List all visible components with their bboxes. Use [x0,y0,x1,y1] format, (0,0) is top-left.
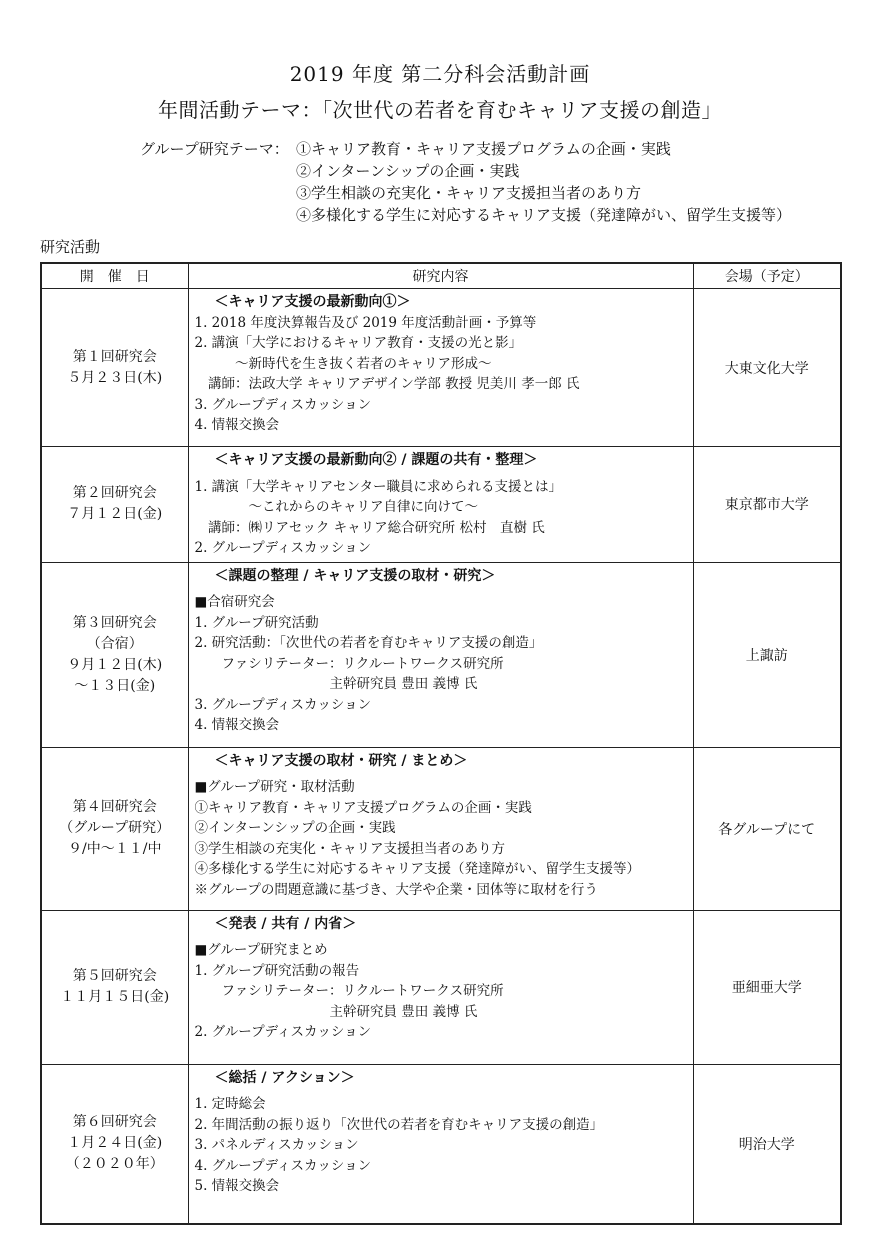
table-row [41,562,841,747]
header-venue: 会場（予定） [693,263,841,289]
content-line: ■グループ研究・取材活動 [194,779,355,795]
meeting-venue: 上諏訪 [693,562,841,747]
content-line: 1. 定時総会 [194,1096,266,1112]
content-heading: ＜キャリア支援の取材・研究 / まとめ＞ [214,752,468,769]
meeting-venue: 明治大学 [693,1064,841,1224]
content-line: 2. グループディスカッション [194,540,372,556]
content-line: 1. グループ研究活動 [194,614,319,631]
annual-theme: 年間活動テーマ：「次世代の若者を育むキャリア支援の創造」 [158,98,722,122]
content-line: 3. グループディスカッション [194,396,372,413]
content-line: 2. 講演「大学におけるキャリア教育・支援の光と影」 [194,335,523,351]
group-theme-item: ①キャリア教育・キャリア支援プログラムの企画・実践 [296,140,671,158]
activity-schedule-table [40,262,842,1225]
meeting-date: 第３回研究会 （合宿） ９月１２日(木) ～１３日(金) [41,562,188,747]
meeting-content [188,562,693,747]
content-line: 主幹研究員 豊田 義博 氏 [194,676,478,692]
content-heading: ＜課題の整理 / キャリア支援の取材・研究＞ [214,567,496,584]
header-content: 研究内容 [188,263,693,289]
table-row [41,747,841,910]
content-line: 4. グループディスカッション [194,1157,372,1174]
content-line: 主幹研究員 豊田 義博 氏 [194,1003,478,1020]
content-line: 講師：法政大学 キャリアデザイン学部 教授 児美川 孝一郎 氏 [194,376,580,392]
meeting-content [188,447,693,563]
meeting-venue: 亜細亜大学 [693,910,841,1064]
content-heading: ＜総括 / アクション＞ [214,1069,355,1086]
content-line: ～新時代を生き抜く若者のキャリア形成～ [194,355,492,372]
content-line: 2. 研究活動：「次世代の若者を育むキャリア支援の創造」 [194,635,543,651]
table-row [41,910,841,1064]
table-row [41,447,841,563]
content-line: ②インターンシップの企画・実践 [194,820,396,836]
meeting-date: 第１回研究会 ５月２３日(木) [41,289,188,447]
group-themes-label: グループ研究テーマ： [140,140,289,158]
content-line: ～これからのキャリア自律に向けて～ [194,499,478,515]
content-heading: ＜キャリア支援の最新動向①＞ [214,294,411,310]
table-header-row [41,263,841,289]
content-line: ■合宿研究会 [194,594,275,610]
content-line: 講師：㈱リアセック キャリア総合研究所 松村 直樹 氏 [194,519,545,536]
content-line: 1. 講演「大学キャリアセンター職員に求められる支援とは」 [194,478,562,495]
content-line: ④多様化する学生に対応するキャリア支援（発達障がい、留学生支援等） [194,861,640,877]
meeting-content [188,289,693,447]
meeting-date: 第４回研究会 （グループ研究） ９/中～１１/中 [41,747,188,910]
section-title: 研究活動 [40,238,101,256]
table-row [41,1064,841,1224]
group-theme-item: ②インターンシップの企画・実践 [296,162,520,180]
content-line: ■グループ研究まとめ [194,942,328,958]
content-line: ①キャリア教育・キャリア支援プログラムの企画・実践 [194,799,532,816]
content-line: 4. 情報交換会 [194,717,280,733]
meeting-venue: 東京都市大学 [693,447,841,563]
meeting-date: 第２回研究会 ７月１２日(金) [41,447,188,563]
meeting-content [188,910,693,1064]
content-line: 2. グループディスカッション [194,1024,372,1040]
content-line: ③学生相談の充実化・キャリア支援担当者のあり方 [194,840,505,857]
group-theme-item: ③学生相談の充実化・キャリア支援担当者のあり方 [296,184,642,202]
content-line: 5. 情報交換会 [194,1178,280,1194]
content-heading: ＜発表 / 共有 / 内省＞ [214,915,357,932]
content-line: 3. グループディスカッション [194,696,372,713]
content-line: ファシリテーター：リクルートワークス研究所 [194,655,504,672]
content-line: 1. 2018 年度決算報告及び 2019 年度活動計画・予算等 [194,314,537,331]
group-theme-item: ④多様化する学生に対応するキャリア支援（発達障がい、留学生支援等） [296,206,792,224]
meeting-date: 第５回研究会 １１月１５日(金) [41,910,188,1064]
group-research-themes [140,138,791,226]
meeting-venue: 各グループにて [693,747,841,910]
table-row [41,289,841,447]
meeting-date: 第６回研究会 １月２４日(金) （２０２０年） [41,1064,188,1224]
content-line: 4. 情報交換会 [194,417,280,433]
content-heading: ＜キャリア支援の最新動向② / 課題の共有・整理＞ [214,452,538,468]
header-date: 開 催 日 [41,263,188,289]
meeting-content [188,1064,693,1224]
content-line: ※グループの問題意識に基づき、大学や企業・団体等に取材を行う [194,881,598,898]
content-line: 1. グループ研究活動の報告 [194,962,360,979]
document-title: 2019 年度 第二分科会活動計画 [289,62,591,86]
meeting-content [188,747,693,910]
content-line: ファシリテーター：リクルートワークス研究所 [194,983,504,999]
content-line: 2. 年間活動の振り返り「次世代の若者を育むキャリア支援の創造」 [194,1116,604,1133]
content-line: 3. パネルディスカッション [194,1137,359,1153]
meeting-venue: 大東文化大学 [693,289,841,447]
